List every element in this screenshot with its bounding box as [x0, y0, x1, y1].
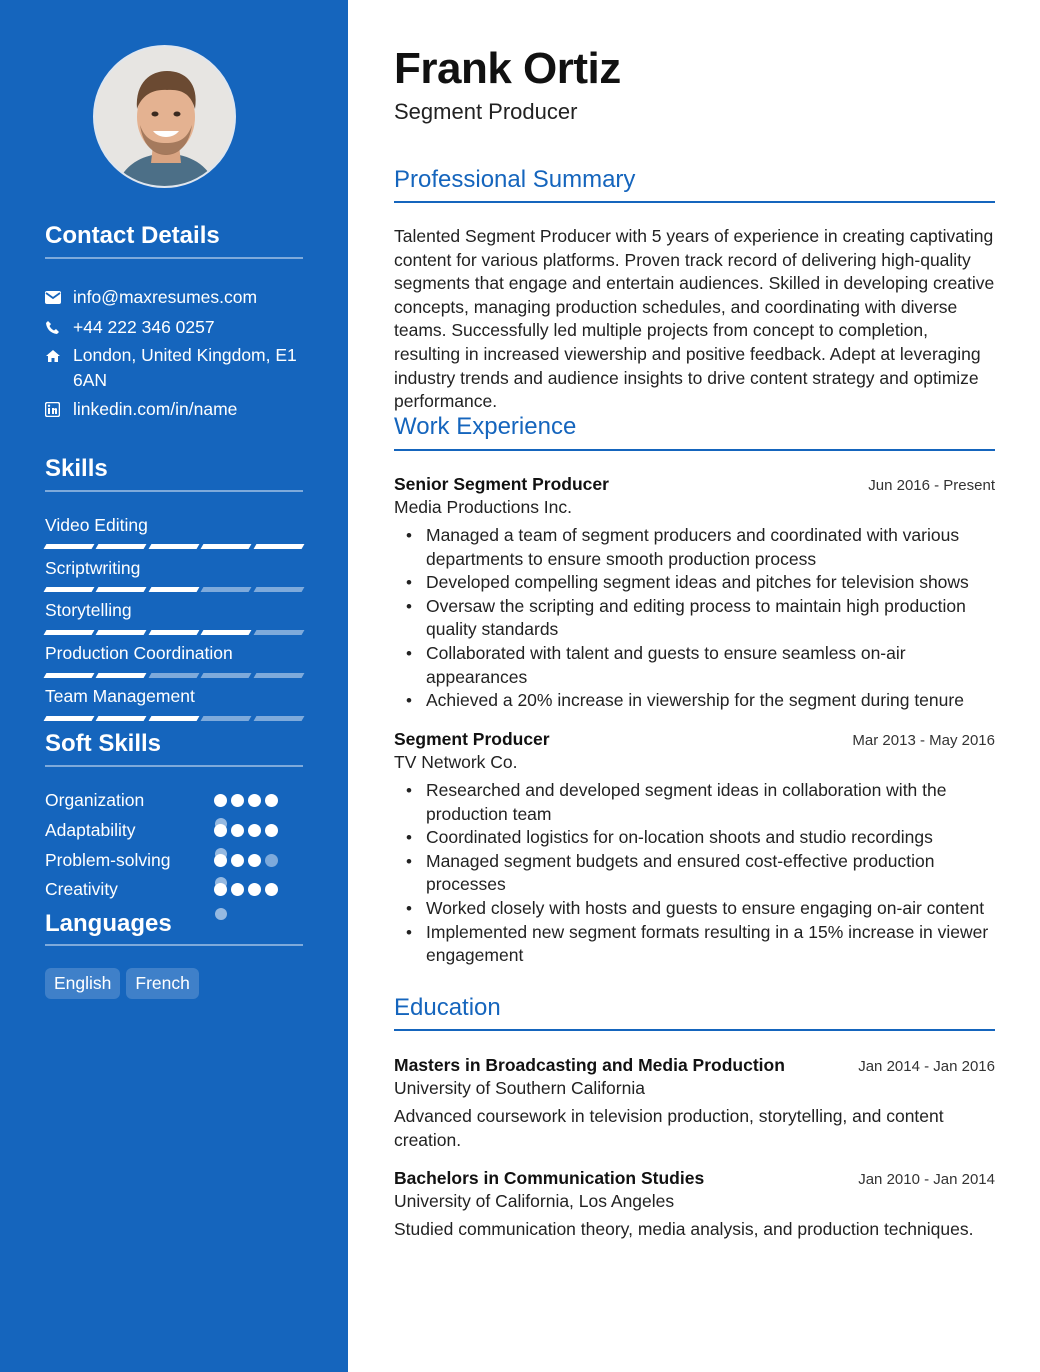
- skills-divider: [45, 490, 303, 492]
- skill-name: Production Coordination: [45, 643, 233, 663]
- avatar: [93, 45, 236, 188]
- languages-section-title: Languages: [45, 910, 172, 937]
- address-text: London, United Kingdom, E1 6AN: [73, 345, 297, 390]
- rating-dot: [215, 848, 227, 860]
- summary-divider: [394, 201, 995, 203]
- soft-skills-section-title: Soft Skills: [45, 730, 162, 757]
- summary-text: Talented Segment Producer with 5 years of experience in creating captivating content for various platforms. Proven track record of delivering high-quality segments that engage and entertain audiences. Skilled in developing creative concepts, managing production schedules, and coordinating with diverse teams. Successfully led multiple projects from concept to completion, resulting in increased viewership and positive feedback. Adept at leveraging industry trends and audience insights to drive content strategy and optimize performance.: [394, 226, 995, 412]
- degree-title: Masters in Broadcasting and Media Production: [394, 1055, 785, 1075]
- skill-level-segment: [96, 716, 147, 721]
- job-bullet: • Worked closely with hosts and guests to ensure engaging on-air content: [394, 897, 995, 921]
- skill-level-segment: [253, 587, 304, 592]
- skill-level-segment: [44, 544, 95, 549]
- skill-level-bar: [45, 673, 303, 678]
- contact-divider: [45, 257, 303, 259]
- soft-skill-name: Problem-solving: [45, 850, 171, 870]
- school-name: University of Southern California: [394, 1078, 645, 1098]
- job-bullet: • Managed segment budgets and ensured cost-effective production processes: [394, 850, 995, 897]
- job-date: Mar 2013 - May 2016: [852, 732, 995, 749]
- phone-number: +44 222 346 0257: [73, 317, 215, 337]
- skill-level-segment: [96, 587, 147, 592]
- rating-dot: [265, 883, 278, 896]
- skill-level-segment: [148, 587, 199, 592]
- skill-level-bar: [45, 587, 303, 592]
- skill-level-segment: [148, 716, 199, 721]
- rating-dot: [214, 794, 227, 807]
- school-name: University of California, Los Angeles: [394, 1191, 675, 1211]
- education-section-title: Education: [394, 994, 501, 1021]
- linkedin-icon: [45, 397, 73, 422]
- rating-dot: [231, 883, 244, 896]
- skill-level-segment: [44, 630, 95, 635]
- soft-skills-divider: [45, 765, 303, 767]
- education-description: Studied communication theory, media analysis, and production techniques.: [394, 1219, 974, 1239]
- rating-dot: [248, 794, 261, 807]
- rating-dot: [265, 824, 278, 837]
- rating-dot: [215, 877, 227, 889]
- skill-level-bar: [45, 630, 303, 635]
- skill-level-segment: [201, 587, 252, 592]
- job-bullet: • Achieved a 20% increase in viewership for the segment during tenure: [394, 689, 995, 713]
- job-bullet: • Coordinated logistics for on-location shoots and studio recordings: [394, 826, 995, 850]
- skill-name: Scriptwriting: [45, 558, 141, 578]
- email-link[interactable]: info@maxresumes.com: [73, 287, 258, 307]
- rating-dot: [231, 824, 244, 837]
- envelope-icon: [45, 285, 73, 310]
- skill-level-segment: [44, 716, 95, 721]
- candidate-name: Frank Ortiz: [394, 44, 621, 93]
- job-bullet: • Implemented new segment formats resulting in a 15% increase in viewer engagement: [394, 921, 995, 968]
- skill-level-segment: [253, 716, 304, 721]
- skill-level-bar: [45, 716, 303, 721]
- experience-section-title: Work Experience: [394, 413, 577, 440]
- soft-skill-name: Creativity: [45, 879, 118, 899]
- language-chip: English: [45, 968, 120, 999]
- job-date: Jun 2016 - Present: [868, 477, 995, 494]
- skill-level-segment: [201, 544, 252, 549]
- phone-icon: [45, 315, 73, 340]
- experience-divider: [394, 449, 995, 451]
- contact-phone: [45, 315, 305, 340]
- skill-name: Storytelling: [45, 600, 132, 620]
- rating-dot: [231, 794, 244, 807]
- rating-dot: [231, 854, 244, 867]
- education-description: Advanced coursework in television production, storytelling, and content creation.: [394, 1106, 944, 1150]
- skill-name: Team Management: [45, 686, 195, 706]
- rating-dot: [248, 824, 261, 837]
- skill-level-segment: [44, 673, 95, 678]
- skill-level-bar: [45, 544, 303, 549]
- rating-dot: [215, 908, 227, 920]
- job-company: TV Network Co.: [394, 752, 518, 772]
- rating-dot: [248, 883, 261, 896]
- education-date: Jan 2014 - Jan 2016: [858, 1058, 995, 1075]
- language-list: [45, 968, 199, 999]
- education-entry: [394, 1055, 995, 1152]
- job-bullets: [394, 779, 995, 968]
- job-title: Senior Segment Producer: [394, 474, 609, 494]
- rating-dot: [248, 854, 261, 867]
- skill-level-segment: [201, 716, 252, 721]
- profile-photo: [95, 47, 236, 188]
- rating-dot: [215, 818, 227, 830]
- skill-level-segment: [44, 587, 95, 592]
- degree-title: Bachelors in Communication Studies: [394, 1168, 705, 1188]
- job-company: Media Productions Inc.: [394, 497, 573, 517]
- education-entry: [394, 1168, 995, 1242]
- job-title: Segment Producer: [394, 729, 550, 749]
- linkedin-link[interactable]: linkedin.com/in/name: [73, 399, 238, 419]
- skill-name: Video Editing: [45, 515, 148, 535]
- sidebar: [0, 0, 348, 1372]
- skill-level-segment: [96, 630, 147, 635]
- skill-level-segment: [201, 630, 252, 635]
- job-bullet: • Oversaw the scripting and editing process to maintain high production quality standards: [394, 595, 995, 642]
- skill-level-segment: [96, 544, 147, 549]
- job-bullet: • Developed compelling segment ideas and pitches for television shows: [394, 571, 995, 595]
- job-entry: [394, 474, 995, 713]
- skill-level-segment: [253, 544, 304, 549]
- skill-level-segment: [201, 673, 252, 678]
- job-bullet: • Collaborated with talent and guests to ensure seamless on-air appearances: [394, 642, 995, 689]
- skill-level-segment: [148, 673, 199, 678]
- rating-dot: [265, 854, 278, 867]
- skill-level-segment: [148, 630, 199, 635]
- job-bullet: • Managed a team of segment producers and coordinated with various departments to ensure smooth production process: [394, 524, 995, 571]
- skill-level-segment: [148, 544, 199, 549]
- contact-address: [45, 343, 305, 393]
- rating-dot: [265, 794, 278, 807]
- job-entry: [394, 729, 995, 968]
- summary-section-title: Professional Summary: [394, 166, 636, 193]
- job-bullet: • Researched and developed segment ideas in collaboration with the production team: [394, 779, 995, 826]
- skill-level-segment: [253, 630, 304, 635]
- skills-section-title: Skills: [45, 455, 108, 482]
- skill-level-segment: [96, 673, 147, 678]
- contact-email: [45, 285, 305, 310]
- soft-skill-rating: [214, 794, 278, 807]
- education-divider: [394, 1029, 995, 1031]
- skill-level-segment: [253, 673, 304, 678]
- education-date: Jan 2010 - Jan 2014: [858, 1171, 995, 1188]
- soft-skill-name: Organization: [45, 790, 145, 810]
- contact-section-title: Contact Details: [45, 222, 220, 249]
- languages-divider: [45, 944, 303, 946]
- candidate-role: Segment Producer: [394, 99, 578, 124]
- soft-skill-name: Adaptability: [45, 820, 136, 840]
- job-bullets: [394, 524, 995, 713]
- home-icon: [45, 343, 73, 368]
- contact-linkedin: [45, 397, 305, 422]
- language-chip: French: [126, 968, 198, 999]
